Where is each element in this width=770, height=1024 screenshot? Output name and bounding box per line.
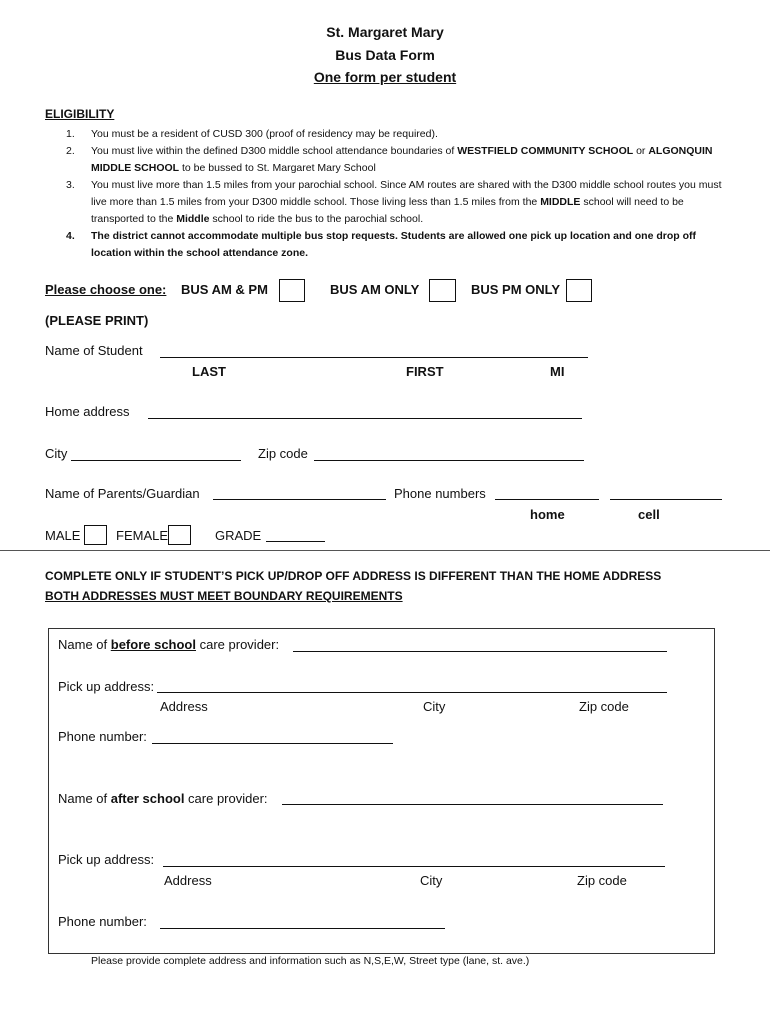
eligibility-item-2: 2. You must live within the defined D300 middle school attendance boundaries of WESTFIELD COMMUNITY SCHOOL or ALGONQUIN MIDDLE SCHOOL to be bussed to St. Margaret Mary School xyxy=(66,145,713,174)
female-checkbox[interactable] xyxy=(168,525,191,545)
before-school-provider-field[interactable] xyxy=(293,651,667,652)
bus-am-checkbox[interactable] xyxy=(429,279,456,302)
eligibility-item-3: 3. You must live more than 1.5 miles from your parochial school. Since AM routes are shared with the D300 middle school routes you must live more than 1.5 miles from your D300 middle school. Those living less than 1.5 miles from the MIDDLE school will need to be transported to the Middle school to ride the bus to the parochial school. xyxy=(66,179,722,225)
after-phone-field[interactable] xyxy=(160,928,445,929)
city-field[interactable] xyxy=(71,460,241,461)
home-address-field[interactable] xyxy=(148,418,582,419)
bus-pm-label: BUS PM ONLY xyxy=(471,282,561,297)
first-name-caption: FIRST xyxy=(406,364,444,379)
bus-choice-prompt: Please choose one: xyxy=(45,282,167,297)
after-phone-label: Phone number: xyxy=(58,914,147,929)
bus-pm-checkbox[interactable] xyxy=(566,279,592,302)
before-address-caption: Address xyxy=(160,699,208,714)
eligibility-heading: ELIGIBILITY xyxy=(45,107,115,121)
before-pickup-address-label: Pick up address: xyxy=(58,679,155,694)
student-name-field[interactable] xyxy=(160,357,588,358)
eligibility-list xyxy=(66,126,726,262)
phone-numbers-label: Phone numbers xyxy=(394,486,486,501)
after-pickup-address-field[interactable] xyxy=(163,866,665,867)
print-note: (PLEASE PRINT) xyxy=(45,313,149,328)
after-city-caption: City xyxy=(420,873,443,888)
cell-phone-caption: cell xyxy=(638,507,660,522)
zip-label: Zip code xyxy=(258,446,308,461)
female-label: FEMALE xyxy=(116,528,169,543)
home-address-label: Home address xyxy=(45,404,130,419)
home-phone-field[interactable] xyxy=(495,499,599,500)
bus-am-pm-label: BUS AM & PM xyxy=(181,282,268,297)
form-title-school: St. Margaret Mary xyxy=(326,24,444,40)
after-zip-caption: Zip code xyxy=(577,873,627,888)
home-phone-caption: home xyxy=(530,507,565,522)
boundary-notice: BOTH ADDRESSES MUST MEET BOUNDARY REQUIREMENTS xyxy=(45,589,403,603)
grade-label: GRADE xyxy=(215,528,262,543)
section-divider xyxy=(0,550,770,551)
before-zip-caption: Zip code xyxy=(579,699,629,714)
after-pickup-address-label: Pick up address: xyxy=(58,852,155,867)
before-school-provider-label: Name of before school care provider: xyxy=(58,637,280,652)
cell-phone-field[interactable] xyxy=(610,499,722,500)
city-label: City xyxy=(45,446,68,461)
parents-field[interactable] xyxy=(213,499,386,500)
zip-field[interactable] xyxy=(314,460,584,461)
after-address-caption: Address xyxy=(164,873,212,888)
before-city-caption: City xyxy=(423,699,446,714)
after-school-provider-field[interactable] xyxy=(282,804,663,805)
before-phone-field[interactable] xyxy=(152,743,393,744)
middle-initial-caption: MI xyxy=(550,364,565,379)
before-pickup-address-field[interactable] xyxy=(157,692,667,693)
eligibility-item-1: 1. You must be a resident of CUSD 300 (proof of residency may be required). xyxy=(66,128,438,140)
last-name-caption: LAST xyxy=(192,364,226,379)
before-phone-label: Phone number: xyxy=(58,729,147,744)
male-checkbox[interactable] xyxy=(84,525,107,545)
parents-label: Name of Parents/Guardian xyxy=(45,486,200,501)
form-title: Bus Data Form xyxy=(335,47,435,63)
student-name-label: Name of Student xyxy=(45,343,143,358)
bus-am-label: BUS AM ONLY xyxy=(330,282,420,297)
footer-note: Please provide complete address and information such as N,S,E,W, Street type (lane, st. ave.) xyxy=(91,955,530,967)
form-subtitle: One form per student xyxy=(313,69,457,85)
after-school-provider-label: Name of after school care provider: xyxy=(58,791,268,806)
alt-address-notice: COMPLETE ONLY IF STUDENT’S PICK UP/DROP OFF ADDRESS IS DIFFERENT THAN THE HOME ADDRESS xyxy=(45,569,662,583)
male-label: MALE xyxy=(45,528,81,543)
bus-am-pm-checkbox[interactable] xyxy=(279,279,305,302)
eligibility-item-4: 4. The district cannot accommodate multiple bus stop requests. Students are allowed one pick up location and one drop off location within the school attendance zone. xyxy=(66,230,696,259)
grade-field[interactable] xyxy=(266,541,325,542)
